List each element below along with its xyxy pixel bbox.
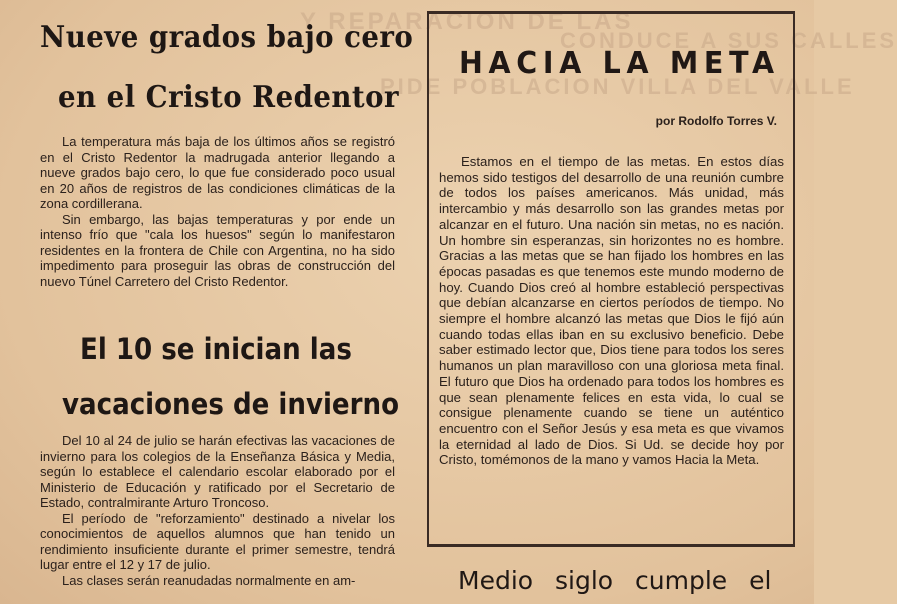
headline-medio-siglo: Medio siglo cumple el — [458, 566, 772, 595]
paragraph: Sin embargo, las bajas temperaturas y por ende un intenso frío que "cala los huesos" según lo manifestaron residentes en la frontera de Chile con Argentina, no ha sido impedimento para proseguir las obras de construcción del nuevo Túnel Carretero del Cristo Redentor. — [40, 211, 395, 289]
paragraph: La temperatura más baja de los últimos años se registró en el Cristo Redentor la madrugada anterior llegando a nueve grados bajo cero, lo que fue considerado poco usual en 20 años de registros de las condiciones climáticas de la zona cordillerana. — [40, 134, 395, 211]
hacia-la-meta-box — [427, 11, 795, 547]
headline-line: en el Cristo Redentor — [58, 80, 399, 115]
article-title: HACIA LA META — [459, 46, 780, 81]
article-vacaciones-body — [40, 433, 395, 588]
article-body: Estamos en el tiempo de las metas. En estos días hemos sido testigos del desarrollo de una reunión cumbre de todos los países americanos. Más unidad, más intercambio y más desarrollo son las grandes metas por alcanzar en el futuro. Una nación sin metas, no es nación. Un hombre sin esperanzas, sin horizontes no es hombre. Gracias a las metas que se han fijado los hombres en las épocas pasadas es que tenemos este mundo moderno de hoy. Cuando Dios creó al hombre estableció perspectivas que debían alcanzarse en ciertos períodos de tiempo. No siempre el hombre alcanzó las metas que Dios le fijó aún cuando todas ellas iban en su exclusivo beneficio. Debe saber estimado lector que, Dios tiene para todos los seres humanos un plan maravilloso con una gloriosa meta final. El futuro que Dios ha ordenado para todos los hombres es que sean plenamente felices en esta vida, lo cual se consigue plenamente cuando se tiene un auténtico encuentro con el Señor Jesús y esa meta es que vivamos la eternidad al lado de Dios. Si Ud. se decide hoy por Cristo, tomémonos de la mano y vamos Hacia la Meta. — [439, 154, 784, 468]
article-temperature-body — [40, 134, 395, 289]
headline-line: Nueve grados bajo cero — [40, 20, 414, 55]
bleed-through-text: PIDE POBLACION VILLA DEL VALLE — [380, 74, 855, 99]
paragraph: El período de "reforzamiento" destinado a nivelar los conocimientos de aquellos alumnos que han tenido un rendimiento insuficiente durante el primer semestre, tendrá lugar entre el 12 y 17 de julio. — [40, 510, 395, 572]
bleed-through-text: Y REPARACION DE LAS — [300, 8, 634, 35]
headline-line: vacaciones de invierno — [62, 387, 400, 421]
headline-line: El 10 se inician las — [80, 332, 352, 366]
paragraph: Del 10 al 24 de julio se harán efectivas las vacaciones de invierno para los colegios de la Enseñanza Básica y Media, según lo establece el calendario escolar elaborado por el Ministerio de Educación y ratificado por el Secretario de Estado, contralmirante Arturo Troncoso. — [40, 433, 395, 510]
paragraph: Las clases serán reanudadas normalmente en am- — [62, 572, 356, 588]
article-byline: por Rodolfo Torres V. — [655, 114, 777, 128]
bleed-through-text: CONDUCE A SUS CALLES — [560, 28, 897, 53]
